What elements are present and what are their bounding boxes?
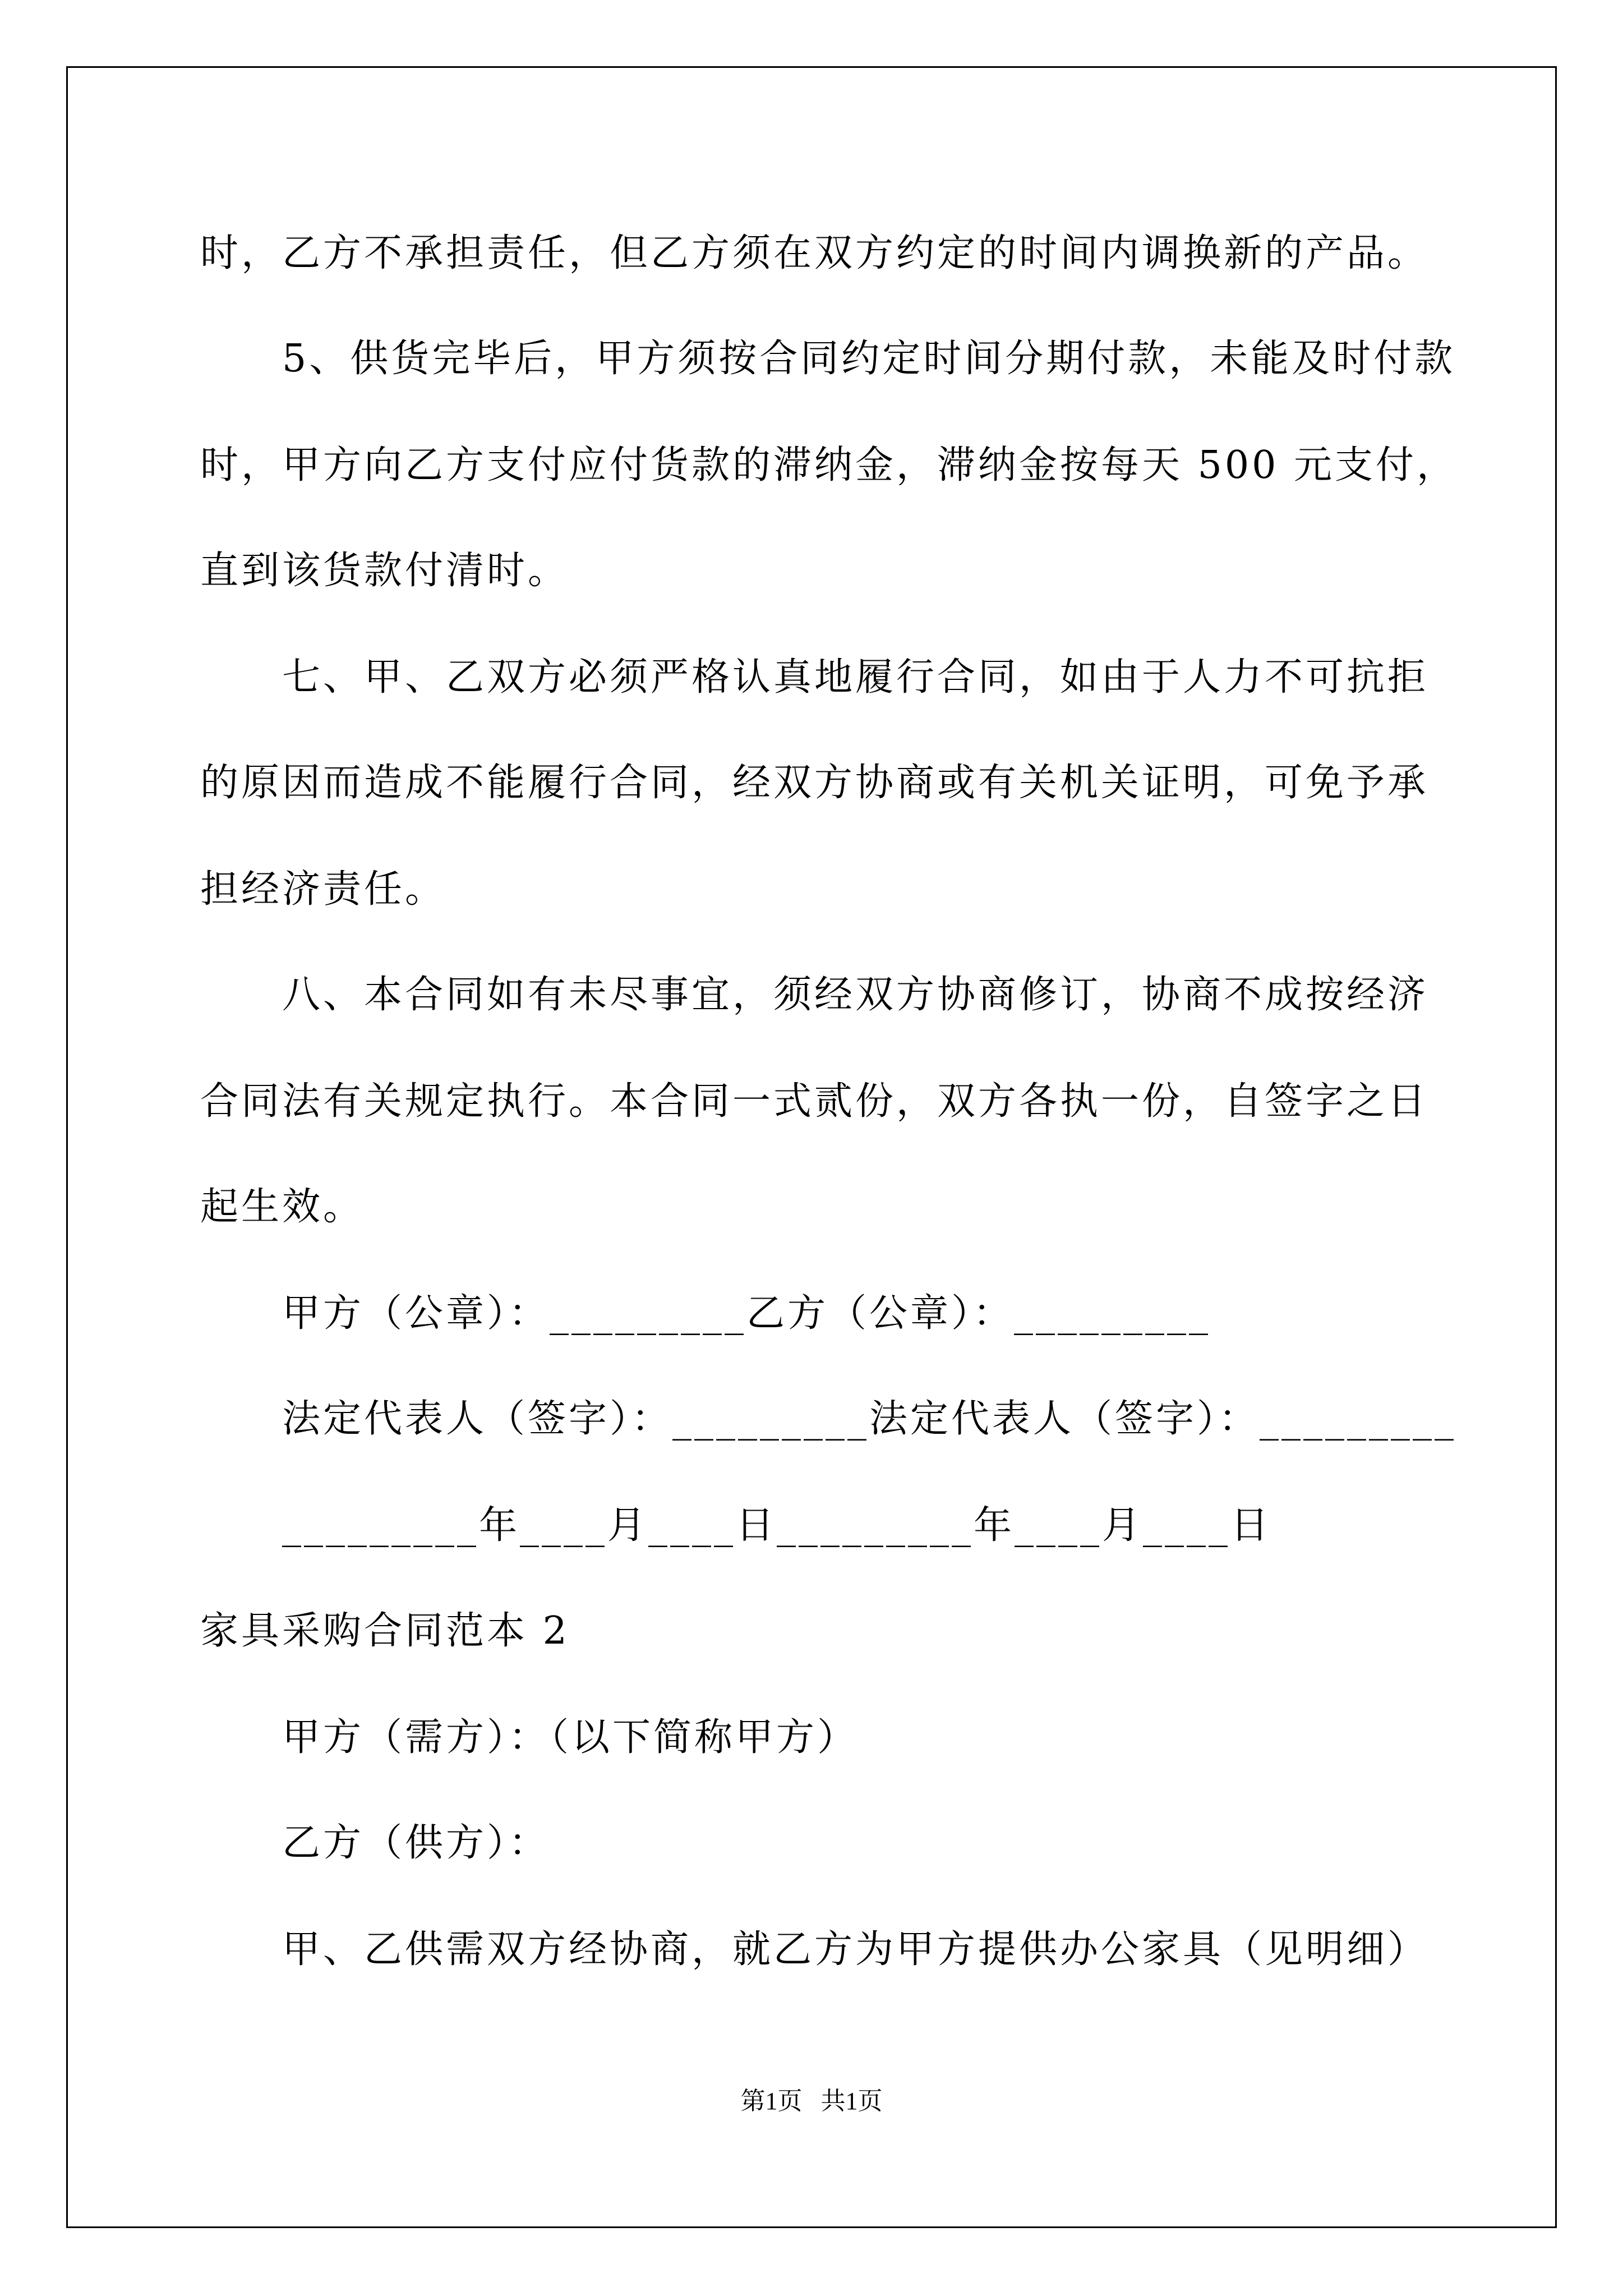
text-line-4: 直到该货款付清时。 [200, 549, 569, 593]
text-line-17: 甲、乙供需双方经协商，就乙方为甲方提供办公家具（见明细） [282, 1927, 1429, 1972]
text-line-7: 担经济责任。 [200, 867, 446, 912]
page-footer: 第1页 共1页 [740, 2087, 883, 2115]
text-line-10: 起生效。 [200, 1185, 365, 1229]
text-line-8: 八、本合同如有未尽事宜，须经双方协商修订，协商不成按经济 [282, 973, 1429, 1017]
text-line-5: 七、甲、乙双方必须严格认真地履行合同，如由于人力不可抗拒 [282, 655, 1429, 700]
text-line-2: 5、供货完毕后，甲方须按合同约定时间分期付款，未能及时付款 [282, 337, 1456, 381]
party-a-line: 甲方（需方）：（以下简称甲方） [282, 1715, 859, 1760]
signature-line-representatives: 法定代表人（签字）：_________法定代表人（签字）：_________ [282, 1397, 1457, 1441]
page-border [66, 66, 1557, 2228]
party-b-line: 乙方（供方）： [282, 1821, 550, 1865]
section-heading: 家具采购合同范本 2 [200, 1609, 570, 1653]
text-line-3: 时，甲方向乙方支付应付货款的滞纳金，滞纳金按每天 500 元支付， [200, 443, 1458, 487]
text-line-9: 合同法有关规定执行。本合同一式贰份，双方各执一份，自签字之日 [200, 1079, 1429, 1124]
text-line-6: 的原因而造成不能履行合同，经双方协商或有关机关证明，可免予承 [200, 761, 1429, 805]
signature-line-seals: 甲方（公章）：_________乙方（公章）：_________ [282, 1291, 1211, 1336]
text-line-1: 时，乙方不承担责任，但乙方须在双方约定的时间内调换新的产品。 [200, 231, 1429, 275]
signature-line-dates: _________年____月____日_________年____月____日 [282, 1503, 1272, 1548]
